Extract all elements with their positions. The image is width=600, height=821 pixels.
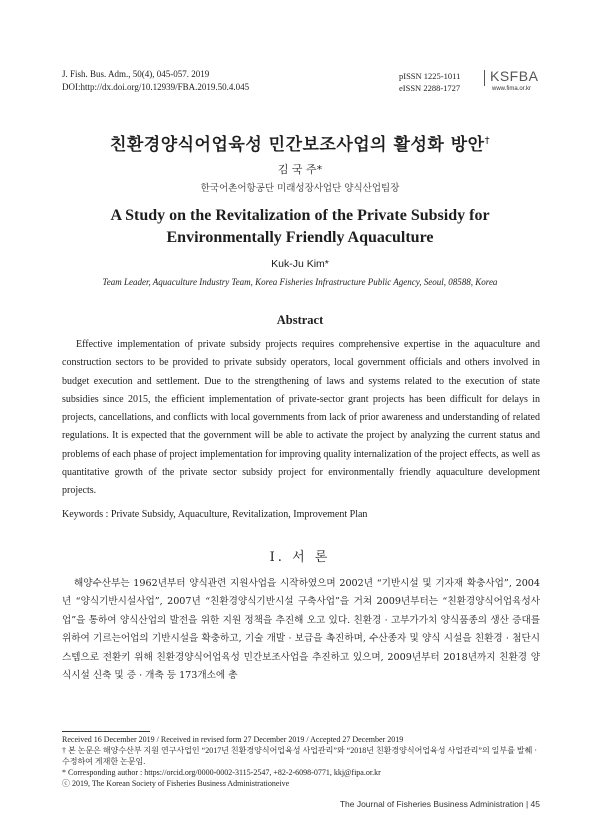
korean-affiliation: 한국어촌어항공단 미래성장사업단 양식산업팀장 (200, 183, 400, 194)
page-number: 45 (530, 799, 540, 809)
korean-author: 김 국 주* (277, 163, 323, 176)
footnote-divider (62, 731, 150, 732)
logo-url[interactable]: www.fima.or.kr (492, 86, 532, 92)
abstract-text: Effective implementation of private subsidy projects requires comprehensive expertise in the aquaculture and construction sectors to be provided to private subsidy operators, local government officials and others involved in budget execution and settlement. Due to the strengthening of laws and systems related to the execution of state subsidies since 2015, the efficient implementation of private-sector grant projects has been difficult for delays in projects, cancellations, and conflicts with local governments from lack of prior awareness and understanding of related regulations. It is expected that the government will be able to activate the project by analyzing the current status and problems of each phase of project implementation for improving quality internalization of the project effects, as well as quantitative growth of the private sector subsidy project for environmentally friendly aquaculture development projects. (62, 339, 540, 497)
corresponding-author-note: * Corresponding author : https://orcid.org/0000-0002-3115-2547, +82-2-6098-0771, kkj@fipa.or.kr (62, 768, 381, 777)
page-footer: The Journal of Fisheries Business Administration | 45 (339, 799, 540, 809)
copyright-note: ⓒ 2019, The Korean Society of Fisheries Business Administrationeive (62, 779, 290, 788)
english-title (0, 205, 600, 249)
english-author: Kuk-Ju Kim* (271, 258, 329, 270)
introduction-text: 해양수산부는 1962년부터 양식관련 지원사업을 시작하였으며 2002년 “기반시설 및 기자재 확충사업”, 2004년 “양식기반시설사업”, 2007년 “친환경양식기반시설 구축사업”을 거쳐 2009년부터는 “친환경양식어업육성사업”을 통하여 양식산업의 발전을 위한 지원 정책을 추진해 오고 있다. 친환경 · 고부가가치 양식품종의 생산 증대를 위하여 기르는어업의 기반시설을 확충하고, 기술 개발 · 보급을 촉진하며, 수산종자 및 양식 시설을 친환경 · 첨단시스템으로 전환키 위해 친환경양식어업육성 민간보조사업을 추진하고 있으며, 2009년부터 2018년까지 친환경 양식시설 신축 및 증 · 개축 등 173개소에 총 (62, 578, 540, 682)
footer-journal: The Journal of Fisheries Business Administration (339, 799, 524, 809)
section-heading: Ⅰ. 서 론 (269, 550, 331, 565)
english-affiliation: Team Leader, Aquaculture Industry Team, Korea Fisheries Infrastructure Public Agency, Seoul, 08588, Korea (102, 277, 498, 287)
funding-note: † 본 논문은 해양수산부 지원 연구사업인 “2017년 친환경양식어업육성 사업관리”와 “2018년 친환경양식어업육성 사업관리”의 일부를 발췌 · 수정하여 게재한 논문임. (62, 746, 537, 766)
english-title-line2: Environmentally Friendly Aquaculture (166, 229, 434, 246)
english-title-line1: A Study on the Revitalization of the Private Subsidy for (110, 207, 490, 224)
logo-divider (484, 70, 485, 86)
korean-title-text: 친환경양식어업육성 민간보조사업의 활성화 방안 (109, 135, 485, 155)
keywords: Keywords : Private Subsidy, Aquaculture, Revitalization, Improvement Plan (62, 509, 368, 520)
doi-line[interactable]: DOI:http://dx.doi.org/10.12939/FBA.2019.50.4.045 (62, 82, 250, 92)
received-dates: Received 16 December 2019 / Received in revised form 27 December 2019 / Accepted 27 December 2019 (62, 735, 404, 744)
title-footnote-mark: † (484, 135, 491, 147)
ksfba-logo: KSFBA (490, 68, 539, 84)
korean-title (0, 130, 600, 155)
eissn: eISSN 2288-1727 (399, 83, 461, 93)
journal-line: J. Fish. Bus. Adm., 50(4), 045-057. 2019 (62, 69, 210, 79)
journal-citation (62, 68, 249, 94)
pissn: pISSN 1225-1011 (399, 71, 461, 81)
issn-block (399, 70, 460, 94)
abstract-heading: Abstract (276, 313, 324, 327)
